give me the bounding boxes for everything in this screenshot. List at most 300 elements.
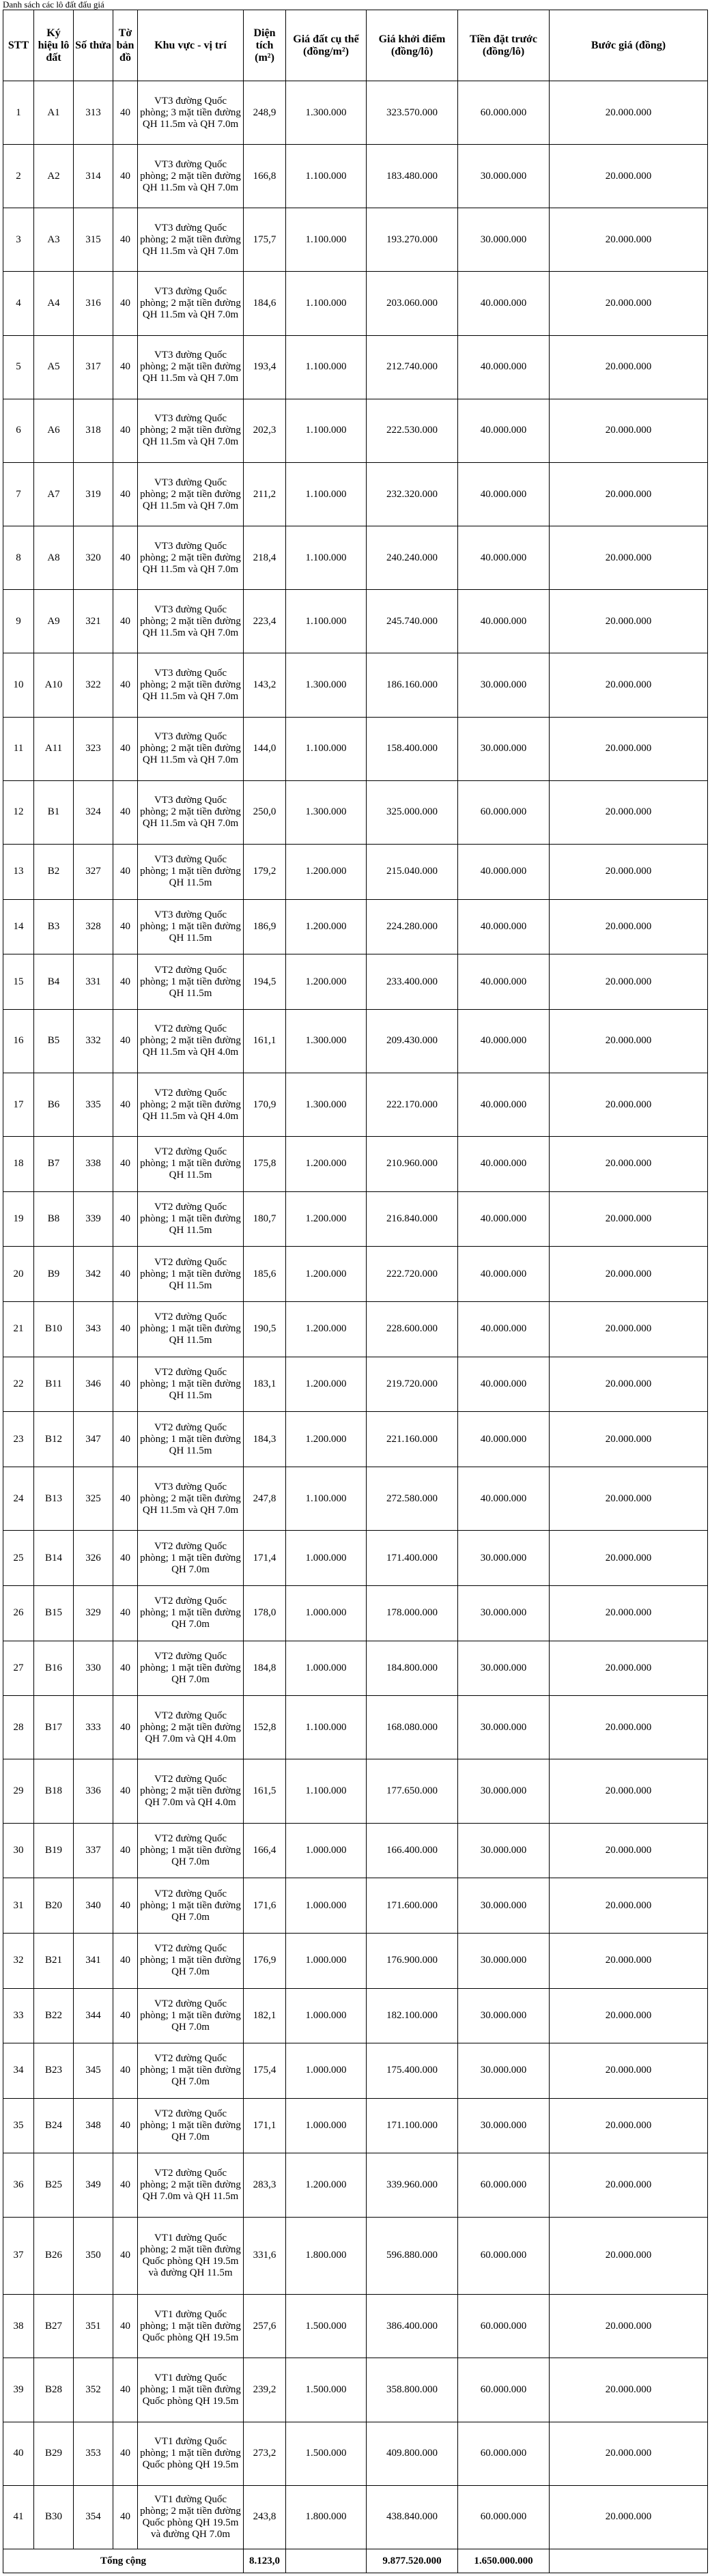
cell-unit-price: 1.800.000 [286,2217,367,2295]
cell-deposit: 40.000.000 [458,590,550,653]
cell-area: 175,4 [244,2043,286,2099]
cell-map-sheet: 40 [113,1933,138,1988]
cell-deposit: 30.000.000 [458,2043,550,2099]
cell-map-sheet: 40 [113,208,138,272]
cell-parcel-number: 341 [74,1933,113,1988]
cell-area: 144,0 [244,717,286,780]
cell-stt: 26 [3,1585,34,1641]
cell-deposit: 40.000.000 [458,335,550,399]
cell-lot-code: B25 [34,2153,74,2217]
cell-map-sheet: 40 [113,1009,138,1073]
col-header: Ký hiệu lô đất [34,10,74,81]
cell-area: 179,2 [244,844,286,899]
total-empty [550,2549,708,2573]
cell-deposit: 40.000.000 [458,1247,550,1302]
cell-location: VT3 đường Quốc phòng; 2 mặt tiền đường QH 11.5m và QH 7.0m [138,399,244,462]
cell-map-sheet: 40 [113,590,138,653]
cell-parcel-number: 328 [74,899,113,954]
cell-unit-price: 1.100.000 [286,717,367,780]
cell-unit-price: 1.000.000 [286,1878,367,1934]
cell-parcel-number: 333 [74,1696,113,1759]
total-area: 8.123,0 [244,2549,286,2573]
cell-lot-code: B9 [34,1247,74,1302]
cell-deposit: 30.000.000 [458,1531,550,1586]
table-row [3,2358,708,2422]
cell-parcel-number: 315 [74,208,113,272]
cell-parcel-number: 349 [74,2153,113,2217]
cell-bid-step: 20.000.000 [550,1641,708,1696]
cell-lot-code: B17 [34,1696,74,1759]
cell-map-sheet: 40 [113,2295,138,2358]
cell-stt: 40 [3,2422,34,2485]
table-row [3,2295,708,2358]
cell-unit-price: 1.000.000 [286,1531,367,1586]
cell-deposit: 30.000.000 [458,1823,550,1878]
cell-lot-code: B29 [34,2422,74,2485]
cell-bid-step: 20.000.000 [550,1247,708,1302]
cell-deposit: 30.000.000 [458,1933,550,1988]
cell-parcel-number: 323 [74,717,113,780]
cell-map-sheet: 40 [113,335,138,399]
cell-deposit: 40.000.000 [458,1009,550,1073]
cell-starting-price: 222.720.000 [367,1247,458,1302]
cell-lot-code: A4 [34,272,74,335]
cell-starting-price: 175.400.000 [367,2043,458,2099]
cell-deposit: 60.000.000 [458,2358,550,2422]
cell-starting-price: 193.270.000 [367,208,458,272]
cell-stt: 27 [3,1641,34,1696]
col-header: Khu vực - vị trí [138,10,244,81]
cell-map-sheet: 40 [113,526,138,590]
table-row [3,899,708,954]
table-row [3,1531,708,1586]
cell-unit-price: 1.200.000 [286,2153,367,2217]
cell-lot-code: A11 [34,717,74,780]
cell-lot-code: B16 [34,1641,74,1696]
cell-parcel-number: 331 [74,954,113,1010]
table-row [3,590,708,653]
table-row [3,1302,708,1357]
cell-location: VT3 đường Quốc phòng; 2 mặt tiền đường QH 11.5m và QH 7.0m [138,208,244,272]
cell-parcel-number: 353 [74,2422,113,2485]
cell-starting-price: 178.000.000 [367,1585,458,1641]
cell-map-sheet: 40 [113,2043,138,2099]
cell-starting-price: 228.600.000 [367,1302,458,1357]
cell-location: VT3 đường Quốc phòng; 2 mặt tiền đường QH 11.5m và QH 7.0m [138,272,244,335]
cell-starting-price: 219.720.000 [367,1357,458,1412]
cell-deposit: 40.000.000 [458,1302,550,1357]
cell-location: VT2 đường Quốc phòng; 2 mặt tiền đường QH 7.0m và QH 4.0m [138,1696,244,1759]
cell-deposit: 40.000.000 [458,1191,550,1247]
cell-map-sheet: 40 [113,2217,138,2295]
cell-unit-price: 1.000.000 [286,2098,367,2153]
cell-deposit: 60.000.000 [458,2153,550,2217]
cell-deposit: 40.000.000 [458,399,550,462]
cell-location: VT1 đường Quốc phòng; 1 mặt tiền đường Quốc phòng QH 19.5m [138,2295,244,2358]
col-header: Tờ bản đồ [113,10,138,81]
cell-lot-code: B22 [34,1988,74,2043]
cell-area: 166,8 [244,145,286,208]
cell-starting-price: 358.800.000 [367,2358,458,2422]
cell-bid-step: 20.000.000 [550,1467,708,1531]
cell-lot-code: B24 [34,2098,74,2153]
cell-location: VT3 đường Quốc phòng; 1 mặt tiền đường QH 11.5m [138,899,244,954]
cell-unit-price: 1.200.000 [286,844,367,899]
cell-bid-step: 20.000.000 [550,653,708,717]
cell-parcel-number: 325 [74,1467,113,1531]
cell-parcel-number: 318 [74,399,113,462]
cell-stt: 7 [3,462,34,526]
cell-bid-step: 20.000.000 [550,2043,708,2099]
cell-area: 257,6 [244,2295,286,2358]
cell-area: 248,9 [244,81,286,145]
cell-unit-price: 1.100.000 [286,335,367,399]
cell-stt: 2 [3,145,34,208]
cell-area: 175,7 [244,208,286,272]
cell-bid-step: 20.000.000 [550,899,708,954]
cell-location: VT2 đường Quốc phòng; 1 mặt tiền đường QH 7.0m [138,1988,244,2043]
cell-parcel-number: 326 [74,1531,113,1586]
cell-parcel-number: 320 [74,526,113,590]
cell-lot-code: A2 [34,145,74,208]
table-row [3,954,708,1010]
cell-unit-price: 1.300.000 [286,780,367,844]
cell-bid-step: 20.000.000 [550,1412,708,1467]
total-starting-price: 9.877.520.000 [367,2549,458,2573]
cell-location: VT2 đường Quốc phòng; 1 mặt tiền đường QH 11.5m [138,1137,244,1192]
cell-location: VT3 đường Quốc phòng; 2 mặt tiền đường QH 11.5m và QH 7.0m [138,462,244,526]
cell-bid-step: 20.000.000 [550,780,708,844]
cell-unit-price: 1.100.000 [286,1696,367,1759]
cell-unit-price: 1.100.000 [286,590,367,653]
cell-unit-price: 1.500.000 [286,2422,367,2485]
cell-lot-code: B15 [34,1585,74,1641]
cell-deposit: 30.000.000 [458,1641,550,1696]
cell-starting-price: 203.060.000 [367,272,458,335]
cell-lot-code: B26 [34,2217,74,2295]
cell-stt: 5 [3,335,34,399]
table-row [3,2485,708,2549]
cell-area: 194,5 [244,954,286,1010]
cell-stt: 28 [3,1696,34,1759]
cell-map-sheet: 40 [113,1412,138,1467]
cell-parcel-number: 332 [74,1009,113,1073]
cell-bid-step: 20.000.000 [550,2422,708,2485]
cell-unit-price: 1.300.000 [286,1009,367,1073]
cell-lot-code: A6 [34,399,74,462]
cell-lot-code: A8 [34,526,74,590]
cell-unit-price: 1.300.000 [286,81,367,145]
cell-parcel-number: 327 [74,844,113,899]
cell-area: 211,2 [244,462,286,526]
total-label: Tổng cộng [3,2549,244,2573]
cell-map-sheet: 40 [113,399,138,462]
cell-stt: 37 [3,2217,34,2295]
cell-location: VT3 đường Quốc phòng; 3 mặt tiền đường QH 11.5m và QH 7.0m [138,81,244,145]
cell-unit-price: 1.100.000 [286,145,367,208]
cell-unit-price: 1.300.000 [286,653,367,717]
cell-parcel-number: 322 [74,653,113,717]
table-row [3,335,708,399]
cell-map-sheet: 40 [113,1878,138,1934]
cell-area: 182,1 [244,1988,286,2043]
cell-map-sheet: 40 [113,81,138,145]
cell-area: 202,3 [244,399,286,462]
cell-area: 170,9 [244,1073,286,1137]
cell-area: 184,8 [244,1641,286,1696]
cell-lot-code: B20 [34,1878,74,1934]
cell-parcel-number: 352 [74,2358,113,2422]
cell-location: VT3 đường Quốc phòng; 2 mặt tiền đường QH 11.5m và QH 7.0m [138,1467,244,1531]
cell-parcel-number: 338 [74,1137,113,1192]
table-row [3,2153,708,2217]
cell-lot-code: B5 [34,1009,74,1073]
cell-lot-code: B21 [34,1933,74,1988]
cell-stt: 18 [3,1137,34,1192]
cell-bid-step: 20.000.000 [550,1759,708,1823]
cell-deposit: 40.000.000 [458,1073,550,1137]
cell-starting-price: 339.960.000 [367,2153,458,2217]
cell-parcel-number: 316 [74,272,113,335]
table-row [3,399,708,462]
cell-starting-price: 171.400.000 [367,1531,458,1586]
cell-lot-code: A9 [34,590,74,653]
cell-lot-code: B10 [34,1302,74,1357]
table-row [3,1823,708,1878]
cell-deposit: 40.000.000 [458,462,550,526]
header-row [3,10,708,81]
cell-location: VT2 đường Quốc phòng; 1 mặt tiền đường QH 11.5m [138,1412,244,1467]
cell-parcel-number: 346 [74,1357,113,1412]
cell-bid-step: 20.000.000 [550,1357,708,1412]
cell-area: 161,5 [244,1759,286,1823]
cell-map-sheet: 40 [113,899,138,954]
cell-map-sheet: 40 [113,1696,138,1759]
cell-map-sheet: 40 [113,954,138,1010]
table-row [3,462,708,526]
cell-area: 331,6 [244,2217,286,2295]
cell-parcel-number: 329 [74,1585,113,1641]
cell-stt: 10 [3,653,34,717]
cell-area: 178,0 [244,1585,286,1641]
cell-map-sheet: 40 [113,1823,138,1878]
cell-bid-step: 20.000.000 [550,2098,708,2153]
cell-map-sheet: 40 [113,145,138,208]
total-row [3,2549,708,2573]
cell-stt: 14 [3,899,34,954]
cell-stt: 22 [3,1357,34,1412]
cell-stt: 17 [3,1073,34,1137]
cell-bid-step: 20.000.000 [550,1191,708,1247]
cell-area: 171,4 [244,1531,286,1586]
cell-location: VT2 đường Quốc phòng; 2 mặt tiền đường QH 11.5m và QH 4.0m [138,1073,244,1137]
cell-starting-price: 212.740.000 [367,335,458,399]
cell-bid-step: 20.000.000 [550,462,708,526]
cell-unit-price: 1.000.000 [286,1585,367,1641]
cell-lot-code: A5 [34,335,74,399]
cell-deposit: 40.000.000 [458,526,550,590]
cell-deposit: 60.000.000 [458,2217,550,2295]
cell-map-sheet: 40 [113,1191,138,1247]
cell-map-sheet: 40 [113,2098,138,2153]
cell-starting-price: 184.800.000 [367,1641,458,1696]
cell-unit-price: 1.100.000 [286,399,367,462]
cell-lot-code: B7 [34,1137,74,1192]
cell-area: 186,9 [244,899,286,954]
cell-parcel-number: 344 [74,1988,113,2043]
cell-parcel-number: 340 [74,1878,113,1934]
cell-starting-price: 272.580.000 [367,1467,458,1531]
cell-deposit: 60.000.000 [458,81,550,145]
table-row [3,1759,708,1823]
cell-area: 247,8 [244,1467,286,1531]
cell-starting-price: 409.800.000 [367,2422,458,2485]
cell-bid-step: 20.000.000 [550,1302,708,1357]
cell-lot-code: B12 [34,1412,74,1467]
cell-parcel-number: 337 [74,1823,113,1878]
col-header: Số thửa [74,10,113,81]
cell-parcel-number: 343 [74,1302,113,1357]
cell-location: VT1 đường Quốc phòng; 2 mặt tiền đường Quốc phòng QH 19.5m và đường QH 11.5m [138,2217,244,2295]
cell-map-sheet: 40 [113,1988,138,2043]
cell-lot-code: B30 [34,2485,74,2549]
cell-stt: 19 [3,1191,34,1247]
cell-stt: 8 [3,526,34,590]
cell-lot-code: B19 [34,1823,74,1878]
land-lots-table [3,10,708,2573]
cell-parcel-number: 354 [74,2485,113,2549]
cell-stt: 30 [3,1823,34,1878]
cell-area: 183,1 [244,1357,286,1412]
cell-area: 250,0 [244,780,286,844]
cell-bid-step: 20.000.000 [550,1933,708,1988]
table-row [3,1357,708,1412]
cell-map-sheet: 40 [113,1759,138,1823]
cell-location: VT2 đường Quốc phòng; 1 mặt tiền đường QH 7.0m [138,1823,244,1878]
cell-stt: 16 [3,1009,34,1073]
cell-location: VT3 đường Quốc phòng; 2 mặt tiền đường QH 11.5m và QH 7.0m [138,145,244,208]
cell-deposit: 40.000.000 [458,954,550,1010]
cell-starting-price: 323.570.000 [367,81,458,145]
cell-location: VT2 đường Quốc phòng; 1 mặt tiền đường QH 7.0m [138,2098,244,2153]
cell-unit-price: 1.000.000 [286,1933,367,1988]
cell-lot-code: A1 [34,81,74,145]
cell-stt: 35 [3,2098,34,2153]
cell-starting-price: 386.400.000 [367,2295,458,2358]
cell-parcel-number: 335 [74,1073,113,1137]
cell-map-sheet: 40 [113,1302,138,1357]
cell-starting-price: 245.740.000 [367,590,458,653]
table-row [3,1073,708,1137]
cell-bid-step: 20.000.000 [550,590,708,653]
cell-lot-code: B6 [34,1073,74,1137]
cell-location: VT2 đường Quốc phòng; 1 mặt tiền đường QH 7.0m [138,1878,244,1934]
cell-location: VT2 đường Quốc phòng; 1 mặt tiền đường QH 11.5m [138,954,244,1010]
cell-unit-price: 1.100.000 [286,1759,367,1823]
cell-location: VT1 đường Quốc phòng; 1 mặt tiền đường Quốc phòng QH 19.5m [138,2422,244,2485]
col-header: Diện tích (m²) [244,10,286,81]
cell-location: VT2 đường Quốc phòng; 1 mặt tiền đường QH 7.0m [138,1585,244,1641]
cell-unit-price: 1.200.000 [286,954,367,1010]
cell-deposit: 60.000.000 [458,2422,550,2485]
cell-bid-step: 20.000.000 [550,1137,708,1192]
table-row [3,717,708,780]
table-row [3,1641,708,1696]
cell-deposit: 30.000.000 [458,145,550,208]
cell-bid-step: 20.000.000 [550,1878,708,1934]
cell-location: VT1 đường Quốc phòng; 1 mặt tiền đường Quốc phòng QH 19.5m [138,2358,244,2422]
cell-stt: 3 [3,208,34,272]
table-row [3,1696,708,1759]
cell-map-sheet: 40 [113,1641,138,1696]
cell-unit-price: 1.200.000 [286,1191,367,1247]
cell-stt: 39 [3,2358,34,2422]
col-header: Tiền đặt trước (đồng/lô) [458,10,550,81]
cell-starting-price: 240.240.000 [367,526,458,590]
cell-area: 171,6 [244,1878,286,1934]
cell-bid-step: 20.000.000 [550,1696,708,1759]
cell-location: VT3 đường Quốc phòng; 2 mặt tiền đường QH 11.5m và QH 7.0m [138,526,244,590]
cell-lot-code: B27 [34,2295,74,2358]
cell-stt: 24 [3,1467,34,1531]
table-row [3,2098,708,2153]
cell-starting-price: 177.650.000 [367,1759,458,1823]
cell-starting-price: 216.840.000 [367,1191,458,1247]
cell-unit-price: 1.800.000 [286,2485,367,2549]
cell-parcel-number: 336 [74,1759,113,1823]
cell-parcel-number: 342 [74,1247,113,1302]
cell-stt: 11 [3,717,34,780]
table-row [3,1412,708,1467]
cell-location: VT2 đường Quốc phòng; 2 mặt tiền đường QH 7.0m và QH 11.5m [138,2153,244,2217]
cell-bid-step: 20.000.000 [550,2358,708,2422]
cell-area: 223,4 [244,590,286,653]
cell-bid-step: 20.000.000 [550,2153,708,2217]
cell-stt: 21 [3,1302,34,1357]
cell-bid-step: 20.000.000 [550,2217,708,2295]
cell-starting-price: 222.530.000 [367,399,458,462]
table-row [3,145,708,208]
cell-deposit: 30.000.000 [458,1988,550,2043]
cell-location: VT2 đường Quốc phòng; 1 mặt tiền đường QH 11.5m [138,1302,244,1357]
cell-location: VT2 đường Quốc phòng; 1 mặt tiền đường QH 7.0m [138,1531,244,1586]
table-row [3,1247,708,1302]
col-header: Bước giá (đồng) [550,10,708,81]
cell-deposit: 60.000.000 [458,2485,550,2549]
cell-map-sheet: 40 [113,1357,138,1412]
cell-bid-step: 20.000.000 [550,717,708,780]
cell-deposit: 40.000.000 [458,844,550,899]
cell-deposit: 30.000.000 [458,1878,550,1934]
cell-area: 152,8 [244,1696,286,1759]
cell-starting-price: 232.320.000 [367,462,458,526]
cell-area: 166,4 [244,1823,286,1878]
cell-map-sheet: 40 [113,272,138,335]
cell-starting-price: 438.840.000 [367,2485,458,2549]
cell-lot-code: A7 [34,462,74,526]
cell-lot-code: A3 [34,208,74,272]
cell-area: 283,3 [244,2153,286,2217]
cell-parcel-number: 339 [74,1191,113,1247]
cell-bid-step: 20.000.000 [550,1988,708,2043]
cell-area: 239,2 [244,2358,286,2422]
cell-map-sheet: 40 [113,780,138,844]
table-body [3,81,708,2549]
cell-starting-price: 176.900.000 [367,1933,458,1988]
cell-stt: 38 [3,2295,34,2358]
cell-stt: 20 [3,1247,34,1302]
table-row [3,2422,708,2485]
